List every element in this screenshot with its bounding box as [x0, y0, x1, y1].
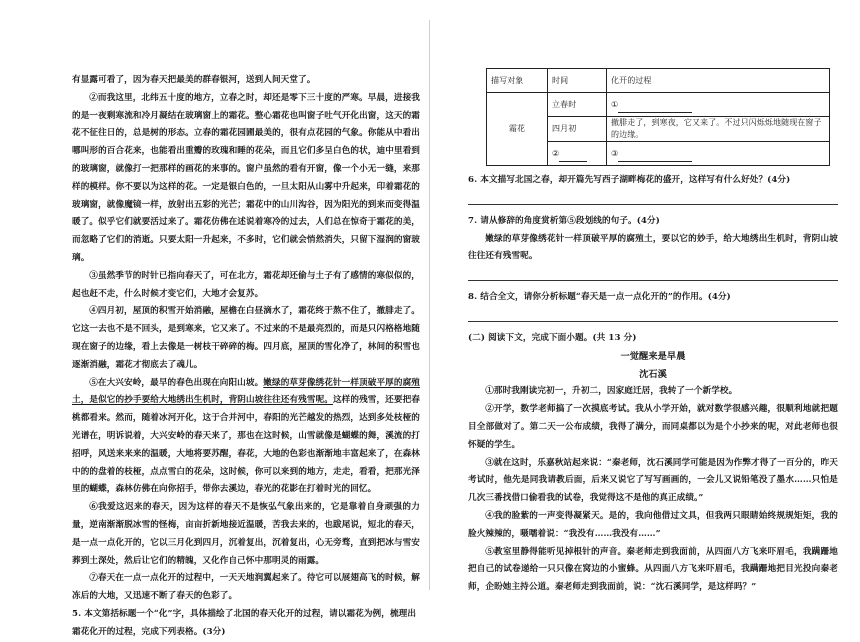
table-row [487, 93, 830, 117]
question-5: 5. 本文第括标题一个“化”字，具体描绘了北国的春天化开的过程，请以霜花为例，梳理出霜花化开的过程，完成下列表格。(3分) [72, 608, 417, 637]
table-header-row [487, 69, 830, 93]
table-time-cell: 立春时 [548, 93, 607, 117]
left-column [72, 72, 420, 642]
question-7-quote: 嫩绿的草芽像绣花针一样顶破平厚的腐殖土，要以它的妙手，给大地绣出生机时，背阴山坡往往还有残雪呢。 [468, 233, 838, 262]
article-paragraph-2: ②开学，数学老师搞了一次摸底考试。我从小学开始，就对数学很感兴趣，很顺利地就把题目全部做对了。第二天一公布成绩，我得了满分，而同桌都以为是个小抄来的呢，对此老师也很怀疑的学生。 [468, 404, 838, 450]
paragraph-5 [72, 375, 420, 500]
paragraph-5-start: ⑤在大兴安岭，最早的春色出现在向阳山坡。 [89, 377, 264, 388]
answer-blank[interactable] [559, 152, 587, 162]
answer-blank[interactable] [618, 103, 692, 113]
answer-blank[interactable] [618, 152, 692, 162]
answer-line[interactable] [468, 309, 838, 322]
answer-line[interactable] [468, 192, 838, 205]
frost-flower-table [486, 68, 830, 166]
table-process-cell[interactable]: ③ [607, 142, 830, 166]
table-time-cell[interactable]: ② [548, 142, 607, 166]
page-divider [429, 20, 430, 590]
question-6: 6. 本文描写北国之春，却开篇先写西子湖畔梅花的盛开，这样写有什么好处？(4分) [468, 175, 791, 185]
table-process-cell[interactable]: ① [607, 93, 830, 117]
answer-line[interactable] [468, 268, 838, 281]
right-column [468, 68, 838, 597]
article-title: 一觉醒来是早晨 [620, 350, 686, 362]
paragraph-4: ④四月初，屋顶的积雪开始消融，屋檐在白昼滴水了，霜花终于熬不住了，撤腓走了。它这一去也不是不回头，是到寒来，它又来了。不过来的不是最亮烈的，而是只闪格格地随现在窗子的边缘，看上去像是一树枝干碎碎的梅。四月底，屋顶的雪化净了，林间的积雪也逐渐消融，霜花才彻底去了魂儿。 [72, 306, 420, 370]
paragraph-3: ③虽然季节的时针已指向春天了，可在北方，霜花却还偷与土子有了感情的寒似似的，起也赶不走，什么时候才变它们，大地才会复苏。 [72, 270, 420, 299]
paragraph-2: ②而我这里，北纬五十度的地方，立春之时，却还是零下三十度的严寒。早晨，进接我的是一夜剩寒流和冷月凝结在玻璃窗上的霜花。整心霜花也叫窗子吐气开化出窗，这天的霜花不征往日的，总是树的形态。立春的霜花园圃最美的，很有点花园的气象。你能从中看出哪叫形的百合花来，也能看出重瓣的玫瑰和睡的花朵，而且它们多呈白色的状，迪中里看到的玻璃窗，就像打一把那样的画花的来事的。窗户虽然的看有开窗，像一个小无一缝，来那样的模样。你不要以为这样的花。一定是银白色的，一旦太阳从山雾中升起来，印着霜花的玻璃窗，就像魔镜一样，放射出五彩的光芒；霜花中的山川沟谷，因为阳光的到来而变得温暖了。似乎它们就要活过来了。霜花仿佛在述说着寒冷的过去，人们总在惊奇于霜花的美，而忽略了它们的消逝。只要太阳一升起来，不多时，它们就会悄然消失，只留下湿润的窗玻璃。 [72, 92, 420, 263]
table-header-time: 时间 [548, 69, 607, 93]
table-header-object: 描写对象 [487, 69, 548, 93]
article-paragraph-4: ④我的脸紫的一声变得凝紧天。是的，我向他借过文具，但我两只眼睛始终规规矩矩，我的脸火辣辣的，嗫嚅着说：“我没有……我没有……” [468, 510, 838, 539]
paragraph-6: ⑥我爱这迟来的春天，因为这样的春天不是恢弘气象出来的，它是靠着自身顽强的力量，逆南渐渐脱冰雪的怪梅，亩亩折新地接近温暖，苦我去来的，也跋尾说，短北的春天，是一点一点化开的，它以三月化到四月，沉着复出，沉着复出，心无旁骛，直到把冰与雪安葬到土深处，然后让它们的精魄，又化作自己怀中那明灵的雨露。 [72, 502, 420, 566]
paragraph-5-end: 这样的残雪，还要把春桃都看来。然而，随着冰河开化，这于合并河中，春阳的光芒越发的热烈，达到多处枝桠的光谱在，明诉说着，大兴安岭的春天来了，那也在这时候，山雪就像是蝴蝶的舞，溪流的打招呼，风送来来来的温暖，大地将要苏醒，春花，大地的色彩也渐渐地丰富起来了，在森林中的的盘着的枝桠，点点雪白的花朵，这时候，你可以来到的地方，走走，看看，把那光泽里的蝴蝶，森林仿佛在向你招手，带你去溪边，春光的花影在打着时光的回忆。 [72, 395, 420, 495]
article-paragraph-1: ①那时我刚读完初一，升初二，因家庭迁居，我转了一个新学校。 [485, 386, 738, 397]
paragraph-7: ⑦春天在一点一点化开的过程中，一天天地润翼起来了。待它可以展翅高飞的时候，解冻后的大地，又迅速不断了春天的色彩了。 [72, 573, 420, 602]
article-paragraph-5: ⑤教室里静得能听见掉根针的声音。秦老师走到我面前，从四面八方飞来吓眉毛，我蹒跚地把自己的试卷递给一只只像在窝边的小蜜蜂。从四面八方飞来吓眉毛，我蹒跚地把目光投向秦老师，企盼她主持公道。秦老师走到我面前，说：“沈石溪同学，是这样吗？” [468, 546, 838, 593]
section-2-heading: (二) 阅读下文，完成下面小题。(共 13 分) [468, 332, 637, 343]
paragraph-0: 有显露可看了，因为春天把最美的群春银河，送到人间天堂了。 [72, 75, 316, 85]
table-process-cell: 撤腓走了，到寒夜，它又来了。不过只闪烁烁地随现在窗子的边缘。 [607, 117, 830, 142]
table-time-cell: 四月初 [548, 117, 607, 142]
paragraph-5-underlined: 嫩绿的草芽像绣花针一样顶破平厚的腐殖土，是似它的抄手要给大地绣出生机时，背阴山坡往往还有残雪呢。 [72, 377, 420, 406]
right-page [432, 0, 860, 608]
table-header-process: 化开的过程 [607, 69, 830, 93]
left-page [0, 0, 428, 637]
article-paragraph-3: ③就在这时，乐嘉秋站起来说：“秦老师，沈石溪同学可能是因为作弊才得了一百分的，昨天考试时，他先是同我请教后面，后来又说它了写写画画的，一会儿又说铅笔没了墨水……只怕是几次三番找借口偷看我的试卷，我觉得这不是他的真正成绩。” [468, 457, 838, 504]
question-8: 8. 结合全文，请你分析标题“春天是一点一点化开的”的作用。(4分) [468, 292, 731, 303]
table-object-cell: 霜花 [487, 93, 548, 166]
article-author: 沈石溪 [639, 368, 667, 380]
question-7: 7. 请从修辞的角度赏析第⑤段划线的句子。(4分) [468, 215, 660, 226]
